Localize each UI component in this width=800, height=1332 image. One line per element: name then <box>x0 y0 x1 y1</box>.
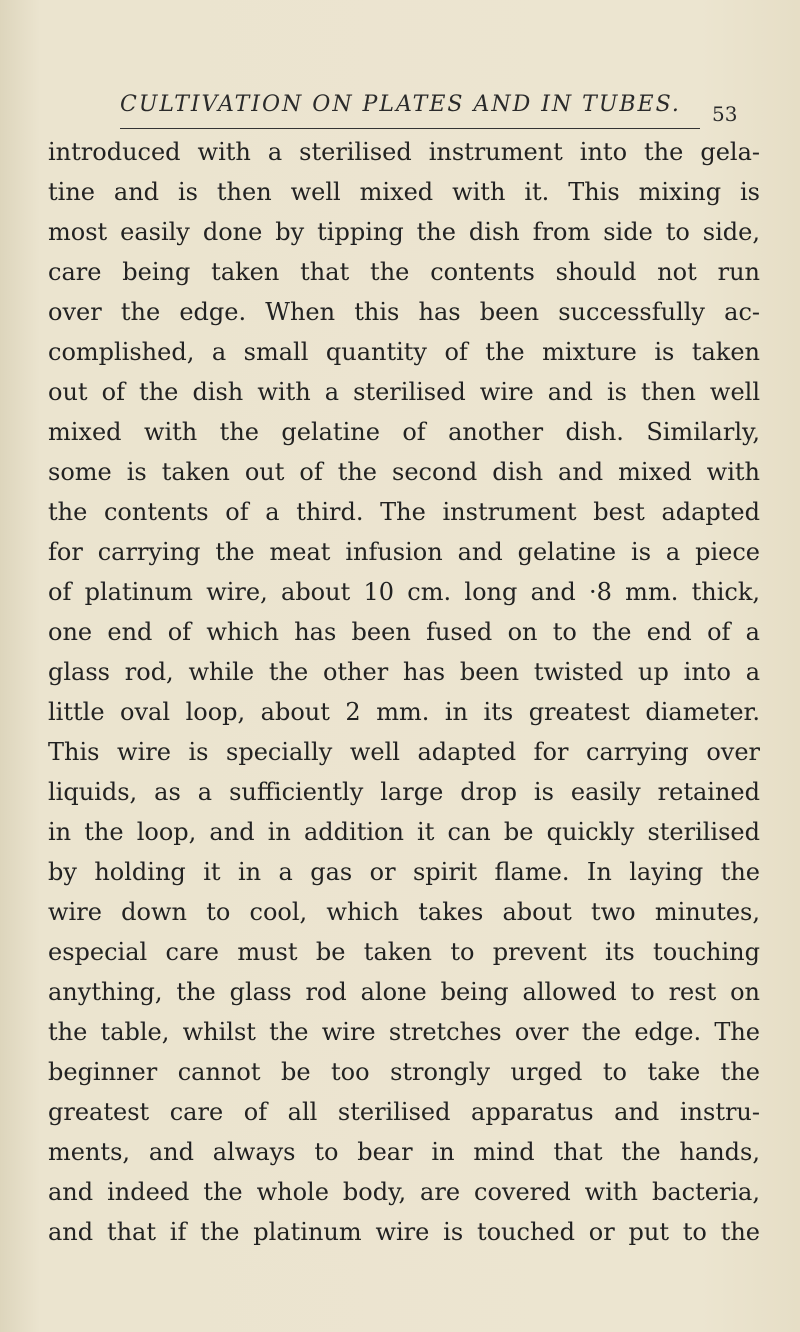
text-line: especial care must be taken to prevent its touching <box>48 938 760 966</box>
body-text <box>48 132 760 1252</box>
text-line: and indeed the whole body, are covered with bacteria, <box>48 1178 760 1206</box>
page-header <box>0 92 800 132</box>
text-line: in the loop, and in addition it can be quickly sterilised <box>48 818 760 846</box>
text-line: the table, whilst the wire stretches over the edge. The <box>48 1018 760 1046</box>
text-line: introduced with a sterilised instrument into the gela- <box>48 138 760 166</box>
text-line: beginner cannot be too strongly urged to take the <box>48 1058 760 1086</box>
text-line: over the edge. When this has been successfully ac- <box>48 298 760 326</box>
text-line: tine and is then well mixed with it. This mixing is <box>48 178 760 206</box>
page-number: 53 <box>712 102 738 126</box>
text-line: glass rod, while the other has been twisted up into a <box>48 658 760 686</box>
text-line: for carrying the meat infusion and gelatine is a piece <box>48 538 760 566</box>
text-line: wire down to cool, which takes about two minutes, <box>48 898 760 926</box>
text-line: This wire is specially well adapted for carrying over <box>48 738 760 766</box>
text-line: ments, and always to bear in mind that the hands, <box>48 1138 760 1166</box>
text-line: little oval loop, about 2 mm. in its greatest diameter. <box>48 698 760 726</box>
text-line: out of the dish with a sterilised wire and is then well <box>48 378 760 406</box>
text-line: one end of which has been fused on to the end of a <box>48 618 760 646</box>
text-line: and that if the platinum wire is touched or put to the <box>48 1218 760 1246</box>
running-head: CULTIVATION ON PLATES AND IN TUBES. <box>120 92 681 117</box>
text-line: the contents of a third. The instrument best adapted <box>48 498 760 526</box>
text-line: some is taken out of the second dish and mixed with <box>48 458 760 486</box>
text-line: greatest care of all sterilised apparatus and instru- <box>48 1098 760 1126</box>
text-line: complished, a small quantity of the mixture is taken <box>48 338 760 366</box>
text-line: of platinum wire, about 10 cm. long and ·8 mm. thick, <box>48 578 760 606</box>
text-line: liquids, as a sufficiently large drop is easily retained <box>48 778 760 806</box>
text-line: by holding it in a gas or spirit flame. In laying the <box>48 858 760 886</box>
text-line: anything, the glass rod alone being allowed to rest on <box>48 978 760 1006</box>
text-line: care being taken that the contents should not run <box>48 258 760 286</box>
header-rule <box>120 128 700 129</box>
text-line: most easily done by tipping the dish from side to side, <box>48 218 760 246</box>
text-line: mixed with the gelatine of another dish. Similarly, <box>48 418 760 446</box>
